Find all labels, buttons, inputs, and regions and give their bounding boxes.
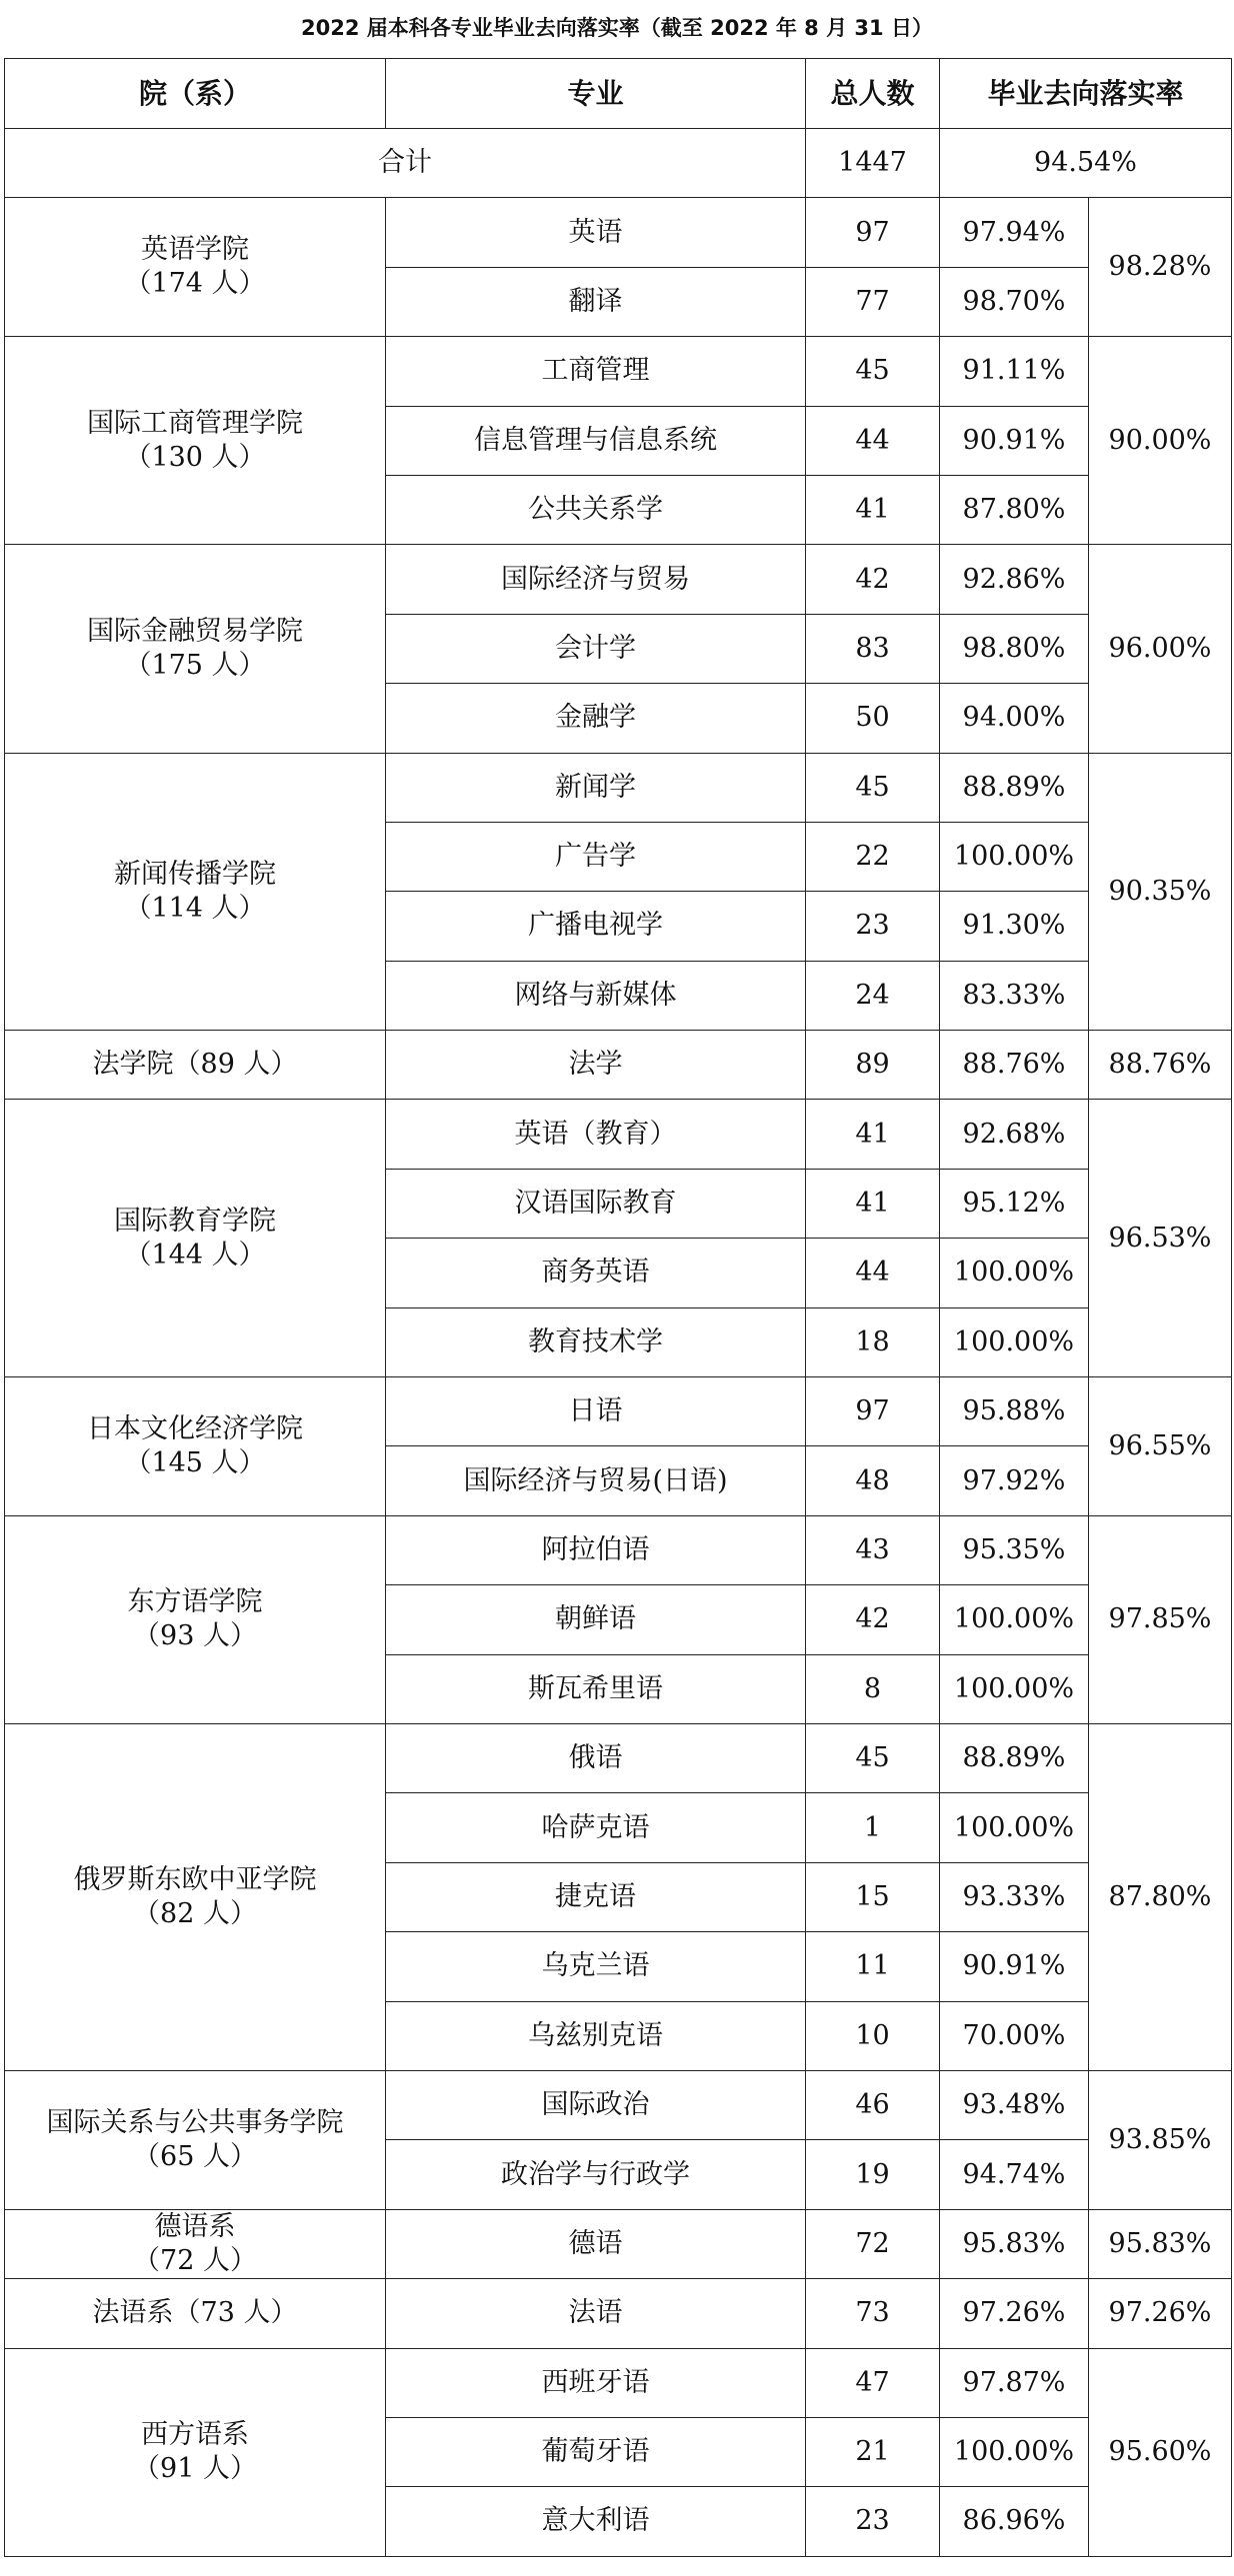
major-count: 8 <box>806 1654 940 1723</box>
major-name: 德语 <box>386 2209 806 2278</box>
major-name: 信息管理与信息系统 <box>386 406 806 475</box>
major-count: 50 <box>806 684 940 753</box>
major-name: 日语 <box>386 1377 806 1446</box>
table-row <box>5 1377 1232 1446</box>
major-rate: 87.80% <box>940 475 1089 544</box>
summary-label: 合计 <box>5 129 806 198</box>
major-name: 广播电视学 <box>386 892 806 961</box>
major-rate: 88.89% <box>940 753 1089 822</box>
major-name: 俄语 <box>386 1723 806 1792</box>
major-count: 24 <box>806 961 940 1030</box>
major-count: 21 <box>806 2417 940 2486</box>
major-count: 48 <box>806 1446 940 1515</box>
major-count: 89 <box>806 1031 940 1100</box>
major-rate: 98.80% <box>940 614 1089 683</box>
major-count: 44 <box>806 406 940 475</box>
dept-rate: 97.26% <box>1089 2279 1232 2348</box>
major-count: 19 <box>806 2140 940 2209</box>
major-name: 广告学 <box>386 822 806 891</box>
dept-name: 日本文化经济学院 （145 人） <box>5 1377 386 1516</box>
major-name: 乌兹别克语 <box>386 2001 806 2070</box>
major-name: 商务英语 <box>386 1239 806 1307</box>
header-major: 专业 <box>386 59 806 129</box>
major-rate: 100.00% <box>940 1793 1089 1862</box>
major-name: 金融学 <box>386 684 806 753</box>
major-count: 41 <box>806 475 940 544</box>
major-name: 国际经济与贸易(日语) <box>386 1446 806 1515</box>
major-rate: 91.30% <box>940 892 1089 961</box>
table-row <box>5 198 1232 267</box>
major-rate: 90.91% <box>940 406 1089 475</box>
dept-rate: 87.80% <box>1089 1723 1232 2070</box>
dept-name: 国际关系与公共事务学院 （65 人） <box>5 2070 386 2209</box>
major-rate: 100.00% <box>940 2417 1089 2486</box>
major-rate: 98.70% <box>940 267 1089 336</box>
major-count: 41 <box>806 1100 940 1169</box>
major-rate: 100.00% <box>940 1585 1089 1654</box>
dept-rate: 96.00% <box>1089 545 1232 753</box>
major-rate: 95.12% <box>940 1169 1089 1238</box>
major-rate: 91.11% <box>940 337 1089 406</box>
table-row <box>5 337 1232 406</box>
dept-name: 西方语系 （91 人） <box>5 2348 386 2556</box>
dept-name: 法语系（73 人） <box>5 2279 386 2348</box>
table-row <box>5 2070 1232 2139</box>
major-name: 国际政治 <box>386 2070 806 2139</box>
dept-name: 国际教育学院 （144 人） <box>5 1100 386 1377</box>
major-name: 葡萄牙语 <box>386 2417 806 2486</box>
table-header-row <box>5 59 1232 129</box>
dept-rate: 98.28% <box>1089 198 1232 337</box>
dept-rate: 95.83% <box>1089 2209 1232 2278</box>
major-count: 22 <box>806 822 940 891</box>
dept-name: 东方语学院 （93 人） <box>5 1515 386 1723</box>
dept-rate: 90.00% <box>1089 337 1232 545</box>
major-name: 英语（教育） <box>386 1100 806 1169</box>
dept-rate: 90.35% <box>1089 753 1232 1031</box>
major-rate: 94.00% <box>940 684 1089 753</box>
major-rate: 97.94% <box>940 198 1089 267</box>
major-name: 阿拉伯语 <box>386 1515 806 1584</box>
dept-rate: 96.55% <box>1089 1377 1232 1516</box>
table-row <box>5 753 1232 822</box>
major-count: 73 <box>806 2279 940 2348</box>
dept-name: 德语系 （72 人） <box>5 2209 386 2278</box>
header-dept: 院（系） <box>5 59 386 129</box>
dept-rate: 88.76% <box>1089 1031 1232 1100</box>
major-rate: 97.87% <box>940 2348 1089 2417</box>
major-count: 46 <box>806 2070 940 2139</box>
major-name: 汉语国际教育 <box>386 1169 806 1238</box>
dept-name: 英语学院 （174 人） <box>5 198 386 337</box>
summary-row <box>5 129 1232 198</box>
major-count: 72 <box>806 2209 940 2278</box>
major-name: 工商管理 <box>386 337 806 406</box>
major-rate: 88.76% <box>940 1031 1089 1100</box>
major-count: 47 <box>806 2348 940 2417</box>
employment-rate-table <box>4 58 1232 2557</box>
table-row <box>5 1515 1232 1584</box>
major-count: 45 <box>806 1723 940 1792</box>
major-name: 网络与新媒体 <box>386 961 806 1030</box>
major-count: 15 <box>806 1862 940 1931</box>
dept-name: 新闻传播学院 （114 人） <box>5 753 386 1031</box>
major-name: 乌克兰语 <box>386 1932 806 2001</box>
major-rate: 94.74% <box>940 2140 1089 2209</box>
major-name: 国际经济与贸易 <box>386 545 806 614</box>
major-rate: 100.00% <box>940 1307 1089 1376</box>
major-name: 英语 <box>386 198 806 267</box>
major-rate: 88.89% <box>940 1723 1089 1792</box>
major-count: 97 <box>806 198 940 267</box>
major-rate: 95.88% <box>940 1377 1089 1446</box>
table-body <box>5 129 1232 2557</box>
summary-rate: 94.54% <box>940 129 1232 198</box>
major-count: 77 <box>806 267 940 336</box>
major-rate: 95.83% <box>940 2209 1089 2278</box>
major-name: 会计学 <box>386 614 806 683</box>
major-count: 11 <box>806 1932 940 2001</box>
major-name: 法学 <box>386 1031 806 1100</box>
dept-name: 国际金融贸易学院 （175 人） <box>5 545 386 753</box>
major-name: 意大利语 <box>386 2487 806 2556</box>
major-rate: 83.33% <box>940 961 1089 1030</box>
major-rate: 97.26% <box>940 2279 1089 2348</box>
major-rate: 100.00% <box>940 822 1089 891</box>
major-count: 18 <box>806 1307 940 1376</box>
major-rate: 86.96% <box>940 2487 1089 2556</box>
major-name: 朝鲜语 <box>386 1585 806 1654</box>
table-row <box>5 1100 1232 1169</box>
dept-rate: 95.60% <box>1089 2348 1232 2556</box>
major-rate: 97.92% <box>940 1446 1089 1515</box>
major-count: 23 <box>806 2487 940 2556</box>
major-count: 45 <box>806 337 940 406</box>
major-rate: 92.86% <box>940 545 1089 614</box>
header-rate: 毕业去向落实率 <box>940 59 1232 129</box>
header-total: 总人数 <box>806 59 940 129</box>
dept-name: 俄罗斯东欧中亚学院 （82 人） <box>5 1723 386 2070</box>
major-name: 公共关系学 <box>386 475 806 544</box>
summary-total: 1447 <box>806 129 940 198</box>
page-title: 2022 届本科各专业毕业去向落实率（截至 2022 年 8 月 31 日） <box>301 16 933 40</box>
major-count: 44 <box>806 1239 940 1307</box>
major-rate: 70.00% <box>940 2001 1089 2070</box>
major-name: 斯瓦希里语 <box>386 1654 806 1723</box>
major-count: 42 <box>806 545 940 614</box>
dept-name: 国际工商管理学院 （130 人） <box>5 337 386 545</box>
major-count: 43 <box>806 1515 940 1584</box>
major-rate: 90.91% <box>940 1932 1089 2001</box>
major-count: 42 <box>806 1585 940 1654</box>
major-count: 97 <box>806 1377 940 1446</box>
major-rate: 95.35% <box>940 1515 1089 1584</box>
major-count: 83 <box>806 614 940 683</box>
table-row <box>5 1723 1232 1792</box>
table-row <box>5 1031 1232 1100</box>
major-count: 45 <box>806 753 940 822</box>
dept-rate: 93.85% <box>1089 2070 1232 2209</box>
major-name: 法语 <box>386 2279 806 2348</box>
major-rate: 100.00% <box>940 1239 1089 1307</box>
dept-name: 法学院（89 人） <box>5 1031 386 1100</box>
major-name: 教育技术学 <box>386 1307 806 1376</box>
major-rate: 93.33% <box>940 1862 1089 1931</box>
major-rate: 93.48% <box>940 2070 1089 2139</box>
major-rate: 92.68% <box>940 1100 1089 1169</box>
dept-rate: 96.53% <box>1089 1100 1232 1377</box>
major-count: 41 <box>806 1169 940 1238</box>
major-name: 政治学与行政学 <box>386 2140 806 2209</box>
major-name: 新闻学 <box>386 753 806 822</box>
major-count: 23 <box>806 892 940 961</box>
dept-rate: 97.85% <box>1089 1515 1232 1723</box>
table-row <box>5 545 1232 614</box>
table-row <box>5 2209 1232 2278</box>
major-count: 1 <box>806 1793 940 1862</box>
table-row <box>5 2279 1232 2348</box>
major-count: 10 <box>806 2001 940 2070</box>
major-name: 捷克语 <box>386 1862 806 1931</box>
major-name: 翻译 <box>386 267 806 336</box>
major-rate: 100.00% <box>940 1654 1089 1723</box>
major-name: 西班牙语 <box>386 2348 806 2417</box>
table-row <box>5 2348 1232 2417</box>
major-name: 哈萨克语 <box>386 1793 806 1862</box>
